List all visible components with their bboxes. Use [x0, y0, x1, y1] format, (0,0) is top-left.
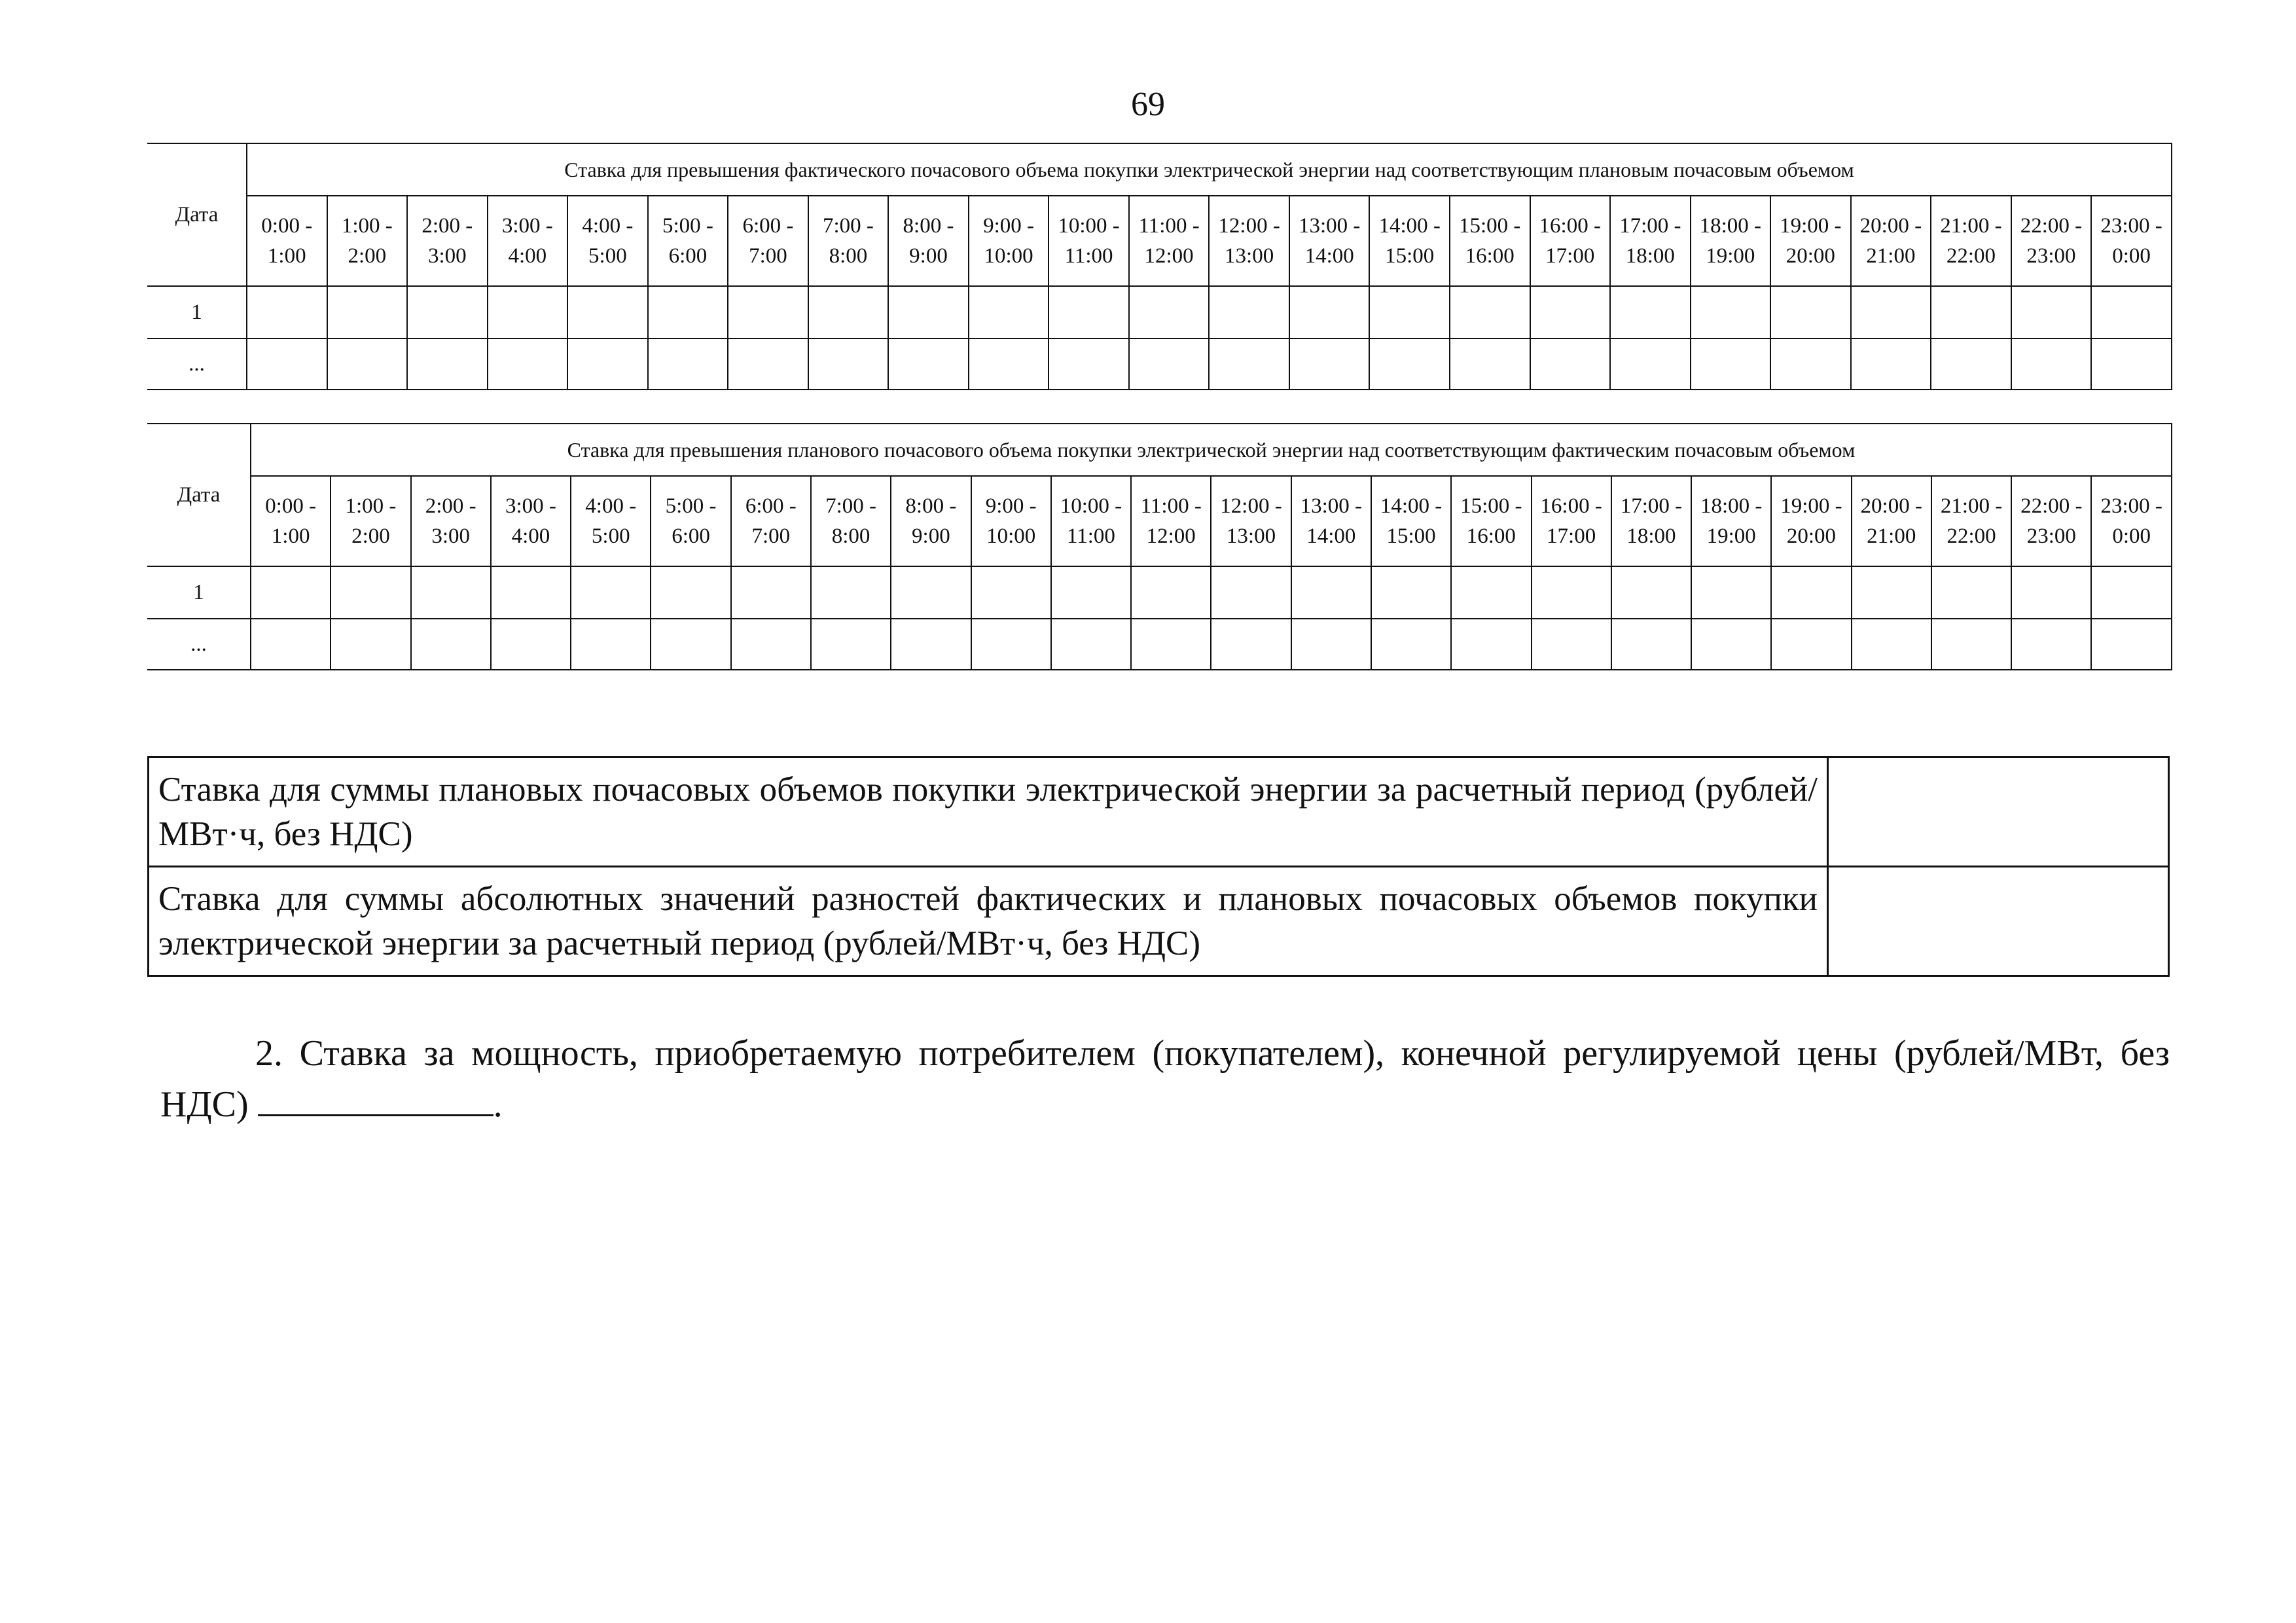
rate-cell[interactable]	[1049, 338, 1129, 390]
hour-end: 5:00	[591, 524, 630, 548]
rate-cell[interactable]	[971, 619, 1051, 670]
hour-interval-header	[2091, 476, 2172, 566]
capacity-rate-paragraph	[160, 1028, 2170, 1130]
hour-end: 5:00	[588, 244, 627, 268]
hour-interval-header	[1852, 476, 1931, 566]
rate-cell[interactable]	[411, 566, 491, 619]
date-cell: 1	[147, 566, 251, 619]
rate-cell[interactable]	[811, 566, 891, 619]
table-row	[147, 286, 2172, 338]
rate-cell[interactable]	[251, 619, 331, 670]
rate-cell[interactable]	[571, 619, 651, 670]
hour-interval-header	[971, 476, 1051, 566]
rate-cell[interactable]	[1371, 566, 1451, 619]
hour-end: 20:00	[1785, 244, 1835, 268]
hour-end: 12:00	[1144, 244, 1194, 268]
rate-cell[interactable]	[1610, 286, 1691, 338]
hour-start: 15:00 -	[1459, 214, 1521, 238]
hour-interval-header	[567, 196, 648, 286]
rate-cell[interactable]	[1051, 566, 1131, 619]
rate-cell[interactable]	[2091, 566, 2172, 619]
rate-row	[149, 757, 2169, 867]
hour-start: 16:00 -	[1540, 494, 1602, 518]
rate-cell[interactable]	[1771, 619, 1851, 670]
rate-cell[interactable]	[571, 566, 651, 619]
hour-interval-header	[1691, 196, 1771, 286]
rate-cell[interactable]	[969, 286, 1049, 338]
table-row	[147, 619, 2172, 670]
rate-cell[interactable]	[1611, 619, 1691, 670]
rate-cell[interactable]	[1770, 338, 1851, 390]
hour-end: 1:00	[267, 244, 306, 268]
date-column-header: Дата	[147, 143, 247, 286]
rate-cell[interactable]	[648, 286, 728, 338]
hour-start: 18:00 -	[1700, 494, 1763, 518]
hour-start: 2:00 -	[425, 494, 476, 518]
hour-interval-header	[1611, 476, 1691, 566]
hour-interval-header	[1931, 476, 2011, 566]
hour-end: 13:00	[1226, 524, 1276, 548]
hour-end: 4:00	[508, 244, 547, 268]
rate-cell[interactable]	[1129, 338, 1210, 390]
hour-end: 8:00	[829, 244, 868, 268]
hour-interval-header	[728, 196, 808, 286]
rate-cell[interactable]	[1691, 286, 1771, 338]
hour-interval-header	[811, 476, 891, 566]
hour-start: 23:00 -	[2100, 494, 2162, 518]
rate-cell[interactable]	[2091, 286, 2172, 338]
hour-interval-header	[1129, 196, 1210, 286]
hour-interval-header	[1610, 196, 1691, 286]
rate-cell[interactable]	[731, 566, 811, 619]
hour-start: 14:00 -	[1380, 494, 1443, 518]
rate-cell[interactable]	[2011, 566, 2091, 619]
rate-cell[interactable]	[651, 566, 730, 619]
rate-cell[interactable]	[327, 338, 408, 390]
hour-interval-header	[1770, 196, 1851, 286]
rate-cell[interactable]	[251, 566, 331, 619]
hour-interval-header	[247, 196, 327, 286]
hour-start: 18:00 -	[1699, 214, 1762, 238]
rate-cell[interactable]	[488, 286, 568, 338]
hour-start: 19:00 -	[1780, 214, 1842, 238]
hour-interval-header	[731, 476, 811, 566]
date-column-header: Дата	[147, 424, 251, 566]
hour-end: 9:00	[909, 244, 948, 268]
rate-cell[interactable]	[1851, 338, 1931, 390]
hour-start: 5:00 -	[665, 494, 717, 518]
rate-cell[interactable]	[808, 338, 889, 390]
fill-in-blank[interactable]	[258, 1082, 493, 1116]
hour-end: 7:00	[751, 524, 791, 548]
hour-start: 9:00 -	[983, 214, 1034, 238]
rate-cell[interactable]	[969, 338, 1049, 390]
hour-interval-header	[1209, 196, 1289, 286]
hour-end: 10:00	[986, 524, 1036, 548]
hour-interval-header	[251, 476, 331, 566]
rate-cell[interactable]	[1129, 286, 1210, 338]
rate-cell[interactable]	[651, 619, 730, 670]
rate-cell[interactable]	[1371, 619, 1451, 670]
hour-interval-header	[1532, 476, 1611, 566]
hour-start: 2:00 -	[422, 214, 473, 238]
hour-start: 10:00 -	[1060, 494, 1122, 518]
hour-end: 0:00	[2112, 244, 2151, 268]
hour-interval-header	[1771, 476, 1851, 566]
rate-cell[interactable]	[1450, 286, 1530, 338]
hour-start: 5:00 -	[662, 214, 713, 238]
rate-value-cell[interactable]	[1828, 867, 2169, 976]
hour-end: 19:00	[1706, 244, 1755, 268]
rate-cell[interactable]	[891, 619, 971, 670]
rate-value-cell[interactable]	[1828, 757, 2169, 867]
rate-cell[interactable]	[1691, 619, 1771, 670]
hour-start: 1:00 -	[345, 494, 397, 518]
hour-end: 13:00	[1225, 244, 1274, 268]
rate-cell[interactable]	[1209, 286, 1289, 338]
rate-cell[interactable]	[1691, 338, 1771, 390]
hour-end: 2:00	[348, 244, 387, 268]
hour-end: 8:00	[831, 524, 870, 548]
rate-label: Ставка для суммы плановых почасовых объемов покупки электрической энергии за расчетный период (рублей/МВт·ч, без НДС)	[149, 757, 1828, 867]
hour-end: 16:00	[1466, 524, 1516, 548]
hour-start: 20:00 -	[1859, 214, 1922, 238]
hour-end: 10:00	[984, 244, 1033, 268]
hour-start: 3:00 -	[505, 494, 556, 518]
hour-interval-header	[407, 196, 488, 286]
hour-start: 21:00 -	[1940, 494, 2003, 518]
hour-end: 18:00	[1625, 244, 1675, 268]
hour-start: 6:00 -	[745, 494, 797, 518]
hour-interval-header	[969, 196, 1049, 286]
table-title: Ставка для превышения планового почасового объема покупки электрической энергии над соответствующим фактическим почасовым объемом	[251, 424, 2172, 476]
rate-cell[interactable]	[1131, 619, 1211, 670]
hour-interval-header	[1931, 196, 2011, 286]
hour-start: 7:00 -	[825, 494, 877, 518]
rate-cell[interactable]	[567, 286, 648, 338]
paragraph-text: 2. Ставка за мощность, приобретаемую потребителем (покупателем), конечной регулируемой цены (рублей/МВт, без НДС)	[160, 1033, 2170, 1125]
rate-cell[interactable]	[2091, 338, 2172, 390]
hour-interval-header	[488, 196, 568, 286]
rate-cell[interactable]	[491, 566, 571, 619]
hour-start: 10:00 -	[1058, 214, 1120, 238]
rate-cell[interactable]	[1289, 286, 1370, 338]
rate-cell[interactable]	[2091, 619, 2172, 670]
hour-start: 8:00 -	[903, 214, 954, 238]
rate-cell[interactable]	[331, 566, 410, 619]
hour-end: 3:00	[427, 244, 467, 268]
table-row	[147, 566, 2172, 619]
rate-cell[interactable]	[1771, 566, 1851, 619]
date-cell: 1	[147, 286, 247, 338]
rate-cell[interactable]	[1450, 338, 1530, 390]
rate-cell[interactable]	[2011, 619, 2091, 670]
hour-end: 11:00	[1064, 244, 1113, 268]
date-cell: ...	[147, 338, 247, 390]
hourly-rate-table-planned-over-actual	[147, 423, 2172, 670]
hour-start: 14:00 -	[1378, 214, 1441, 238]
rate-cell[interactable]	[407, 286, 488, 338]
hour-interval-header	[1211, 476, 1291, 566]
rate-cell[interactable]	[1291, 619, 1371, 670]
hour-start: 3:00 -	[501, 214, 553, 238]
hour-end: 4:00	[511, 524, 550, 548]
rate-cell[interactable]	[1211, 619, 1291, 670]
hour-interval-header	[331, 476, 410, 566]
hour-end: 2:00	[351, 524, 390, 548]
rate-cell[interactable]	[331, 619, 410, 670]
hour-start: 7:00 -	[823, 214, 874, 238]
hour-start: 15:00 -	[1460, 494, 1522, 518]
hour-end: 6:00	[672, 524, 710, 548]
rate-cell[interactable]	[1770, 286, 1851, 338]
hour-interval-header	[411, 476, 491, 566]
rate-cell[interactable]	[648, 338, 728, 390]
hour-start: 12:00 -	[1220, 494, 1282, 518]
hour-end: 3:00	[431, 524, 471, 548]
hour-interval-header	[808, 196, 889, 286]
rate-cell[interactable]	[971, 566, 1051, 619]
hour-interval-header	[891, 476, 971, 566]
hour-interval-header	[1851, 196, 1931, 286]
hour-end: 16:00	[1465, 244, 1515, 268]
hour-end: 14:00	[1304, 244, 1354, 268]
hour-interval-header	[327, 196, 408, 286]
hour-end: 21:00	[1867, 524, 1916, 548]
rate-cell[interactable]	[488, 338, 568, 390]
rate-cell[interactable]	[1691, 566, 1771, 619]
rate-cell[interactable]	[411, 619, 491, 670]
rate-cell[interactable]	[1931, 286, 2011, 338]
hour-end: 11:00	[1066, 524, 1115, 548]
hour-end: 22:00	[1946, 524, 1996, 548]
page-number: 69	[1131, 86, 1165, 123]
hour-interval-header	[2011, 196, 2092, 286]
rate-row	[149, 867, 2169, 976]
rate-cell[interactable]	[1451, 566, 1531, 619]
rate-cell[interactable]	[1051, 619, 1131, 670]
date-cell: ...	[147, 619, 251, 670]
rate-cell[interactable]	[1530, 338, 1611, 390]
hour-start: 21:00 -	[1940, 214, 2002, 238]
hour-start: 9:00 -	[985, 494, 1037, 518]
rate-cell[interactable]	[327, 286, 408, 338]
rate-cell[interactable]	[1451, 619, 1531, 670]
rate-cell[interactable]	[567, 338, 648, 390]
hour-start: 12:00 -	[1218, 214, 1280, 238]
hour-start: 19:00 -	[1780, 494, 1842, 518]
hour-start: 11:00 -	[1138, 214, 1200, 238]
rate-cell[interactable]	[1291, 566, 1371, 619]
hour-start: 22:00 -	[2020, 214, 2083, 238]
hour-interval-header	[2091, 196, 2172, 286]
rate-cell[interactable]	[888, 286, 969, 338]
hour-interval-header	[651, 476, 730, 566]
hour-end: 23:00	[2026, 524, 2076, 548]
hour-interval-header	[1691, 476, 1771, 566]
hour-interval-header	[1051, 476, 1131, 566]
hour-start: 8:00 -	[905, 494, 957, 518]
hour-start: 4:00 -	[585, 494, 637, 518]
hour-end: 6:00	[668, 244, 708, 268]
hour-start: 13:00 -	[1298, 214, 1361, 238]
hour-interval-header	[1451, 476, 1531, 566]
rate-cell[interactable]	[888, 338, 969, 390]
hour-end: 7:00	[749, 244, 787, 268]
rate-cell[interactable]	[1211, 566, 1291, 619]
rate-cell[interactable]	[1049, 286, 1129, 338]
hour-end: 20:00	[1786, 524, 1837, 548]
rate-cell[interactable]	[1131, 566, 1211, 619]
rate-cell[interactable]	[1852, 619, 1931, 670]
hour-interval-header	[648, 196, 728, 286]
hour-start: 23:00 -	[2100, 214, 2162, 238]
hour-interval-header	[1291, 476, 1371, 566]
rate-cell[interactable]	[1369, 338, 1450, 390]
rate-cell[interactable]	[1532, 566, 1611, 619]
rate-cell[interactable]	[491, 619, 571, 670]
hour-start: 6:00 -	[742, 214, 794, 238]
hour-interval-header	[888, 196, 969, 286]
hour-end: 15:00	[1386, 524, 1436, 548]
rate-cell[interactable]	[1611, 566, 1691, 619]
table-row	[147, 338, 2172, 390]
rate-cell[interactable]	[731, 619, 811, 670]
rate-cell[interactable]	[1931, 619, 2011, 670]
hour-start: 11:00 -	[1140, 494, 1202, 518]
hour-interval-header	[1371, 476, 1451, 566]
rate-cell[interactable]	[728, 286, 808, 338]
hour-end: 17:00	[1547, 524, 1596, 548]
hour-end: 14:00	[1306, 524, 1356, 548]
rate-cell[interactable]	[808, 286, 889, 338]
rate-cell[interactable]	[1931, 566, 2011, 619]
hour-end: 17:00	[1545, 244, 1595, 268]
hour-end: 21:00	[1866, 244, 1916, 268]
rate-cell[interactable]	[1931, 338, 2011, 390]
hour-start: 1:00 -	[341, 214, 393, 238]
rate-cell[interactable]	[891, 566, 971, 619]
rates-table	[147, 756, 2170, 977]
hour-start: 0:00 -	[265, 494, 317, 518]
hour-end: 12:00	[1146, 524, 1196, 548]
rate-cell[interactable]	[1610, 338, 1691, 390]
rate-label: Ставка для суммы абсолютных значений разностей фактических и плановых почасовых объемов покупки электрической энергии за расчетный период (рублей/МВт·ч, без НДС)	[149, 867, 1828, 976]
hour-start: 13:00 -	[1300, 494, 1362, 518]
rate-cell[interactable]	[1289, 338, 1370, 390]
hour-end: 0:00	[2112, 524, 2151, 548]
rate-cell[interactable]	[728, 338, 808, 390]
rate-cell[interactable]	[811, 619, 891, 670]
hour-interval-header	[1131, 476, 1211, 566]
hour-interval-header	[1450, 196, 1530, 286]
hour-start: 0:00 -	[261, 214, 313, 238]
hour-end: 1:00	[271, 524, 310, 548]
rate-cell[interactable]	[407, 338, 488, 390]
hour-start: 4:00 -	[582, 214, 634, 238]
rate-cell[interactable]	[247, 338, 327, 390]
hour-end: 23:00	[2026, 244, 2076, 268]
hour-end: 19:00	[1706, 524, 1756, 548]
hour-start: 20:00 -	[1860, 494, 1922, 518]
hourly-rate-table-actual-over-planned	[147, 143, 2172, 390]
hour-end: 18:00	[1626, 524, 1676, 548]
paragraph-end: .	[493, 1084, 503, 1125]
hour-end: 22:00	[1946, 244, 1996, 268]
rate-cell[interactable]	[1530, 286, 1611, 338]
rate-cell[interactable]	[1209, 338, 1289, 390]
hour-end: 15:00	[1385, 244, 1435, 268]
rate-cell[interactable]	[2011, 338, 2092, 390]
hour-interval-header	[491, 476, 571, 566]
rate-cell[interactable]	[247, 286, 327, 338]
table-title: Ставка для превышения фактического почасового объема покупки электрической энергии над соответствующим плановым почасовым объемом	[247, 143, 2172, 196]
hour-interval-header	[1530, 196, 1611, 286]
hour-interval-header	[1289, 196, 1370, 286]
hour-interval-header	[1049, 196, 1129, 286]
hour-end: 9:00	[912, 524, 950, 548]
hour-interval-header	[1369, 196, 1450, 286]
rate-cell[interactable]	[1369, 286, 1450, 338]
rate-cell[interactable]	[2011, 286, 2092, 338]
hour-start: 17:00 -	[1620, 494, 1683, 518]
hour-start: 22:00 -	[2020, 494, 2083, 518]
rate-cell[interactable]	[1851, 286, 1931, 338]
hour-start: 16:00 -	[1539, 214, 1601, 238]
hour-interval-header	[2011, 476, 2091, 566]
rate-cell[interactable]	[1852, 566, 1931, 619]
rate-cell[interactable]	[1532, 619, 1611, 670]
hour-start: 17:00 -	[1619, 214, 1681, 238]
hour-interval-header	[571, 476, 651, 566]
